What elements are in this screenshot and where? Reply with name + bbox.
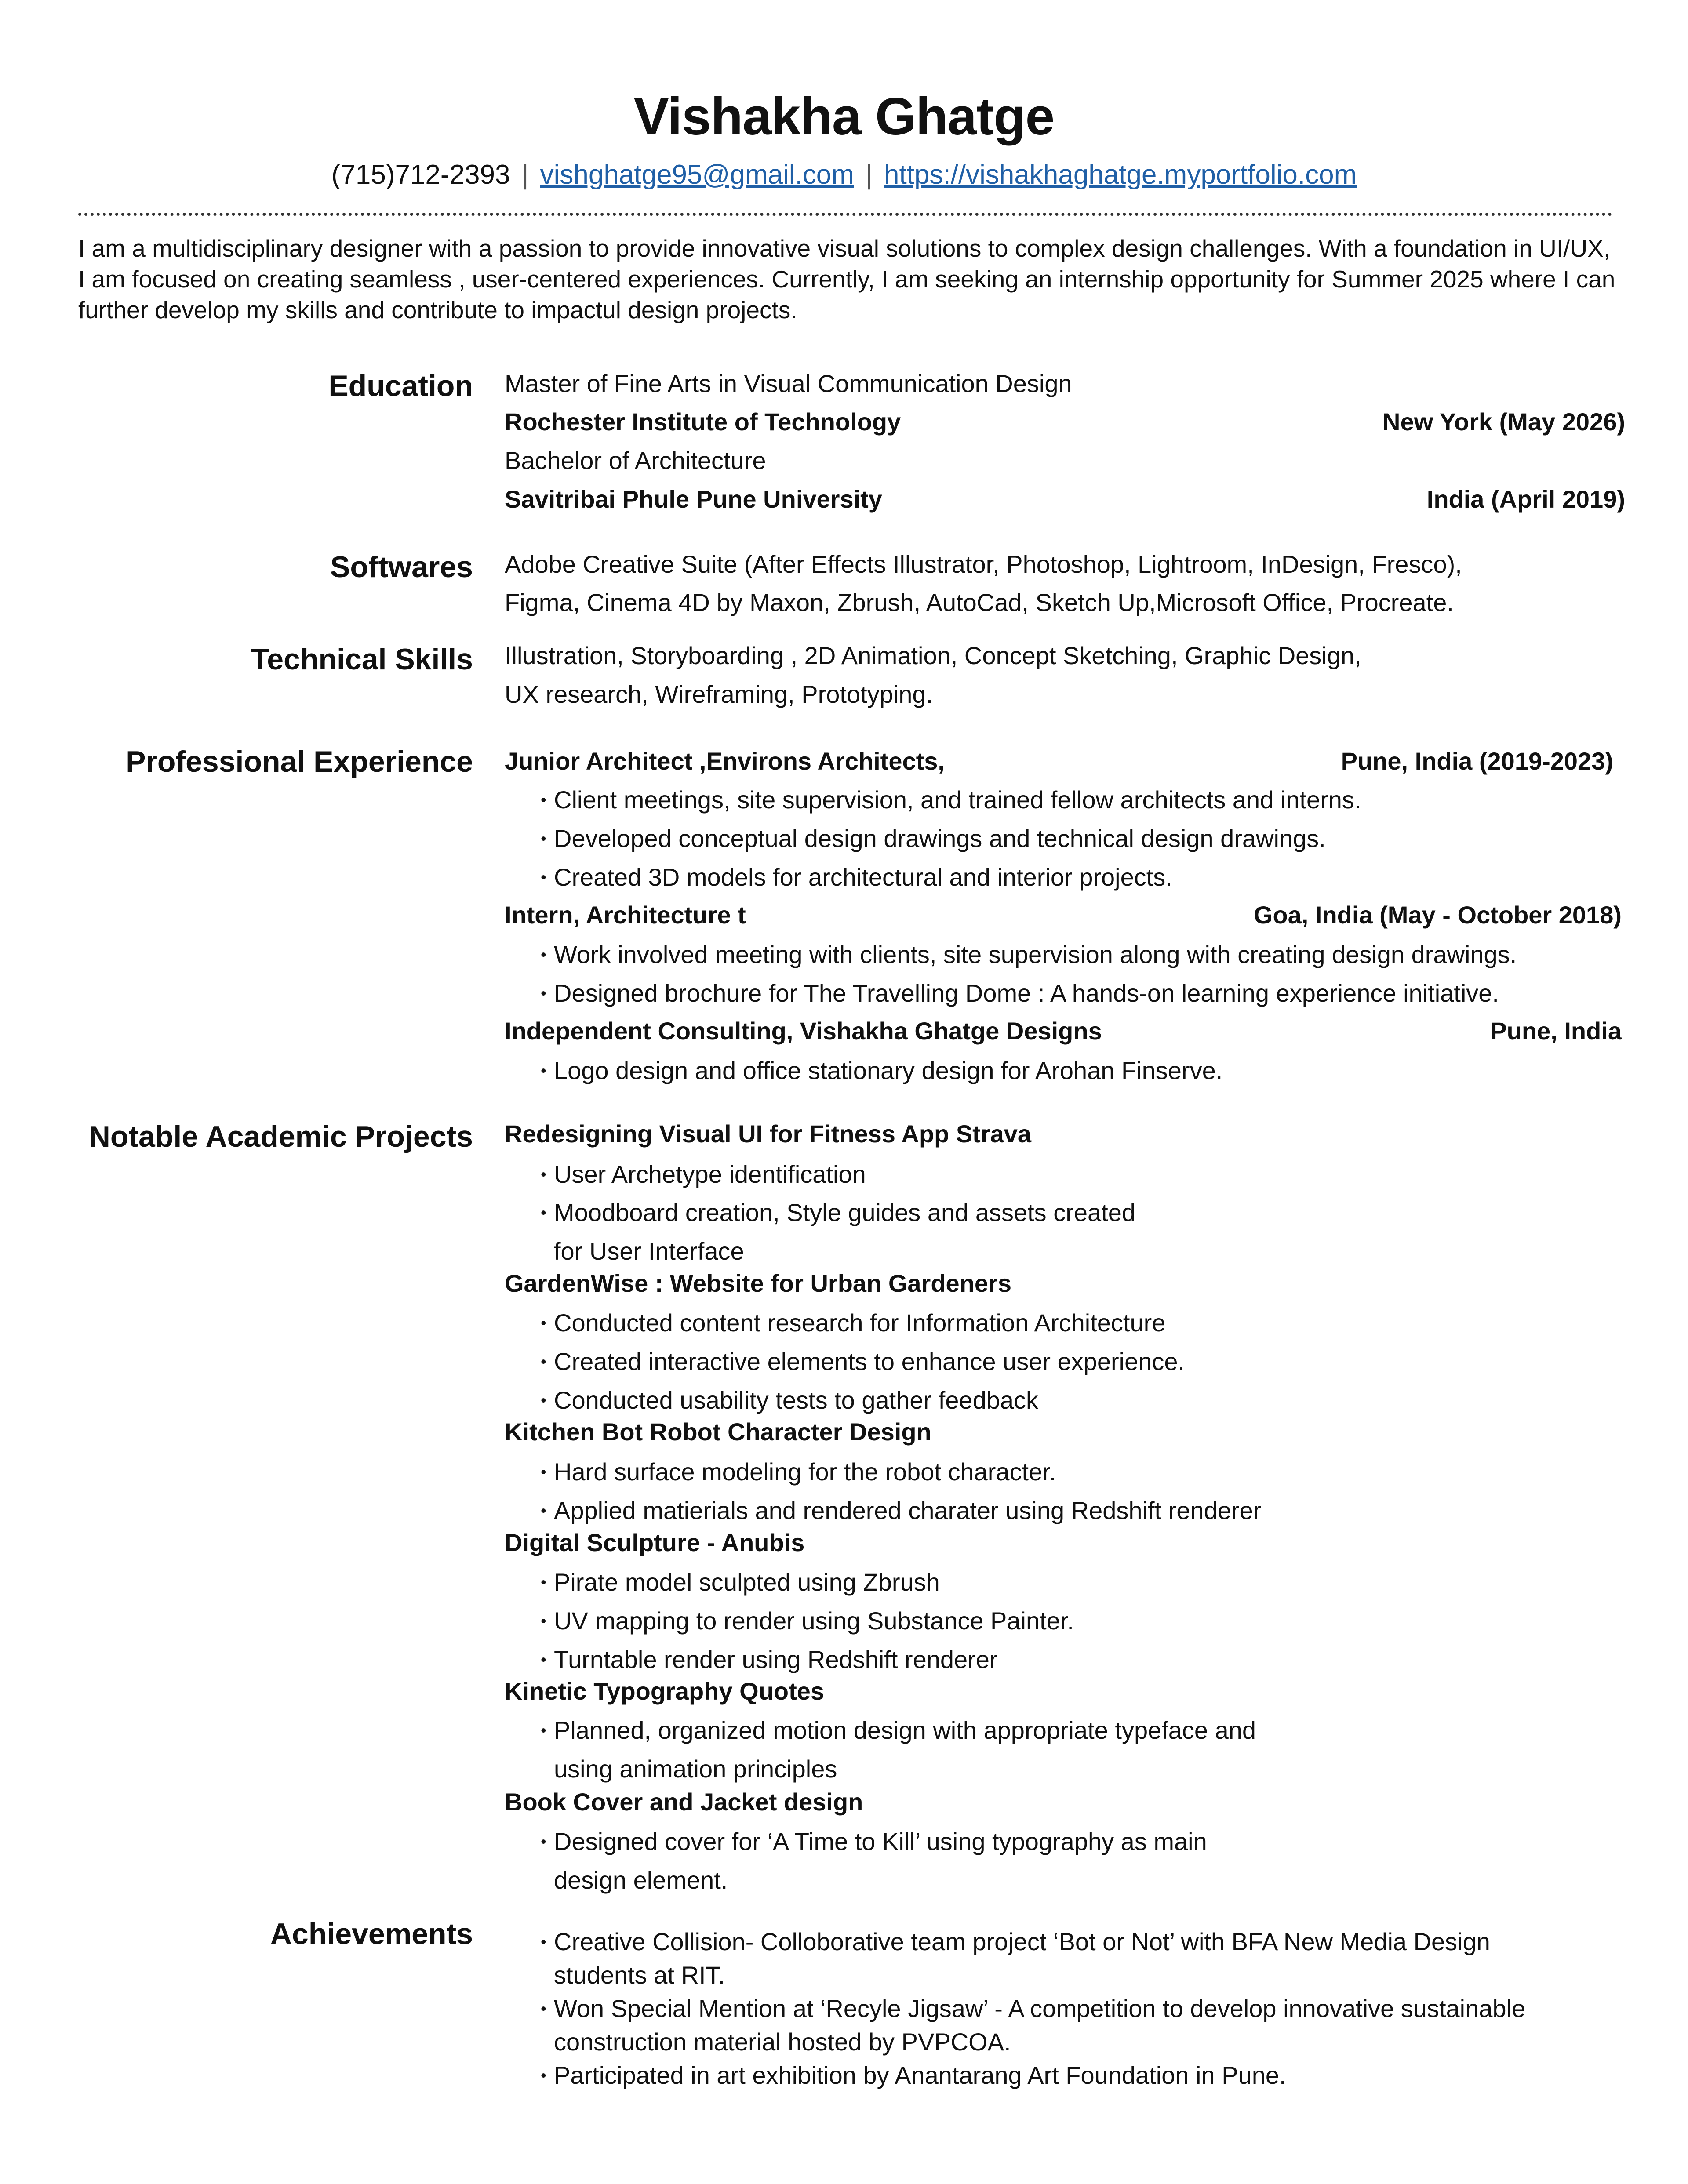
dotted-divider xyxy=(78,213,1612,216)
contact-line xyxy=(0,157,1688,193)
job-location: Pune, India xyxy=(1490,1017,1622,1045)
bullet-icon: • xyxy=(541,1061,546,1079)
education-location: New York (May 2026) xyxy=(1382,408,1625,436)
bullet-icon: • xyxy=(541,1352,546,1370)
bullet-icon: • xyxy=(541,1832,546,1850)
project-title: Digital Sculpture - Anubis xyxy=(505,1529,805,1556)
project-title: GardenWise : Website for Urban Gardeners xyxy=(505,1269,1011,1297)
job-location: Goa, India (May - October 2018) xyxy=(1253,901,1622,929)
bullet-icon: • xyxy=(541,1650,546,1668)
bullet-icon: • xyxy=(541,945,546,963)
project-title: Kitchen Bot Robot Character Design xyxy=(505,1418,931,1446)
email-link[interactable]: vishghatge95@gmail.com xyxy=(540,160,854,190)
softwares-heading: Softwares xyxy=(330,550,473,584)
bullet-icon: • xyxy=(541,1165,546,1183)
phone-number: (715)712-2393 xyxy=(331,160,510,190)
project-title: Kinetic Typography Quotes xyxy=(505,1677,825,1705)
candidate-name: Vishakha Ghatge xyxy=(633,87,1055,146)
contact-separator: | xyxy=(865,160,873,190)
softwares-line: Adobe Creative Suite (After Effects Illustrator, Photoshop, Lightroom, InDesign, Fresco), xyxy=(505,550,1462,578)
job-title: Intern, Architecture t xyxy=(505,901,746,929)
skills-heading: Technical Skills xyxy=(251,643,473,676)
summary-paragraph: I am a multidisciplinary designer with a passion to provide innovative visual solutions to complex design challenges. With a foundation in UI/UX, I am focused on creating seamless , user-centered experiences. Currently, I am seeking an internship opportunity for Summer 2025 where I can further develop my skills and contribute to impactul design projects. xyxy=(78,235,1615,323)
bullet-icon: • xyxy=(541,1933,546,1951)
projects-heading: Notable Academic Projects xyxy=(88,1120,473,1153)
bullet-icon: • xyxy=(541,829,546,847)
achievements-heading: Achievements xyxy=(270,1917,473,1951)
softwares-line: Figma, Cinema 4D by Maxon, Zbrush, AutoCad, Sketch Up,Microsoft Office, Procreate. xyxy=(505,589,1454,616)
bullet-icon: • xyxy=(541,1463,546,1481)
bullet-icon: • xyxy=(541,1721,546,1739)
bullet-icon: • xyxy=(541,1391,546,1409)
education-location: India (April 2019) xyxy=(1426,485,1625,513)
job-location: Pune, India (2019-2023) xyxy=(1341,747,1613,775)
bullet-icon: • xyxy=(541,868,546,886)
experience-heading: Professional Experience xyxy=(126,745,473,778)
education-degree: Bachelor of Architecture xyxy=(505,447,766,474)
project-title: Redesigning Visual UI for Fitness App Strava xyxy=(505,1120,1032,1148)
education-school: Savitribai Phule Pune University xyxy=(505,485,882,513)
resume-page: Vishakha Ghatge (715)712-2393 | vishghatge95@gmail.com | https://vishakhaghatge.myportfolio.com I am a multidisciplinary designer with a passion to provide innovative visual solutions to complex design challenges. With a foundation in UI/UX, I am focused on creating seamless , user-centered experiences. Currently, I am seeking an internship opportunity for Summer 2025 where I can further develop my skills and contribute to impactul design projects. Education Master of Fine Arts in Visual Communication Design Rochester Institute of Technology New York (May 2026) Bachelor of Architecture Savitribai Phule Pune University India (April 2019) Softwares Adobe Creative Suite (After Effects Illustrator, Photoshop, Lightroom, InDesign, Fresco), Figma, Cinema 4D by Maxon, Zbrush, AutoCad, Sketch Up,Microsoft Office, Procreate. Technical Skills Illustration, Storyboarding , 2D Animation, Concept Sketching, Graphic Design, UX research, Wireframing, Prototyping. Professional Experience Junior Architect ,Environs Architects, Pune, India (2019-2023) • Client meetings, site supervision, and trained fellow architects and interns. • Developed conceptual design drawings and technical design drawings. • Created 3D models for architectural and interior projects. Intern, Architecture t Goa, India (May - October 2018) • Work involved meeting with clients, site supervision along with creating design drawings. • Designed brochure for The Travelling Dome : A hands-on learning experience initiative. Independent Consulting, Vishakha Ghatge Designs Pune, India • Logo design and office stationary design for Arohan Finserve. Notable Academic Projects Redesigning Visual UI for Fitness App Strava • User Archetype identification • Moodboard creation, Style guides and assets created for User Interface GardenWise : Website for Urban Gardeners • Conducted content research for Information Architecture • Created interactive elements to enhance user experience. • Conducted usability tests to gather feedback Kitchen Bot Robot Character Design • Hard surface modeling for the robot character. • Applied matierials and rendered charater using Redshift renderer Digital Sculpture - Anubis • Pirate model sculpted using Zbrush • UV mapping to render using Substance Painter. • Turntable render using Redshift renderer Kinetic Typography Quotes • Planned, organized motion design with appropriate typeface and using animation principles Book Cover and Jacket design • Designed cover for ‘A Time to Kill’ using typography as main design element. Achievements • Creative Collision- Colloborative team project ‘Bot or Not’ with BFA New Media Design students at RIT. • Won Special Mention at ‘Recyle Jigsaw’ - A competition to develop innovative sustainable construction material hosted by PVPCOA. • Participated in art exhibition by Anantarang Art Foundation in Pune. xyxy=(0,0,1688,2184)
job-title: Junior Architect ,Environs Architects, xyxy=(505,747,945,775)
portfolio-link[interactable]: https://vishakhaghatge.myportfolio.com xyxy=(884,160,1357,190)
contact-separator: | xyxy=(521,160,529,190)
skills-line: UX research, Wireframing, Prototyping. xyxy=(505,680,933,708)
bullet-icon: • xyxy=(541,1612,546,1630)
bullet-icon: • xyxy=(541,1573,546,1591)
job-title: Independent Consulting, Vishakha Ghatge Designs xyxy=(505,1017,1102,1045)
bullet-icon: • xyxy=(541,984,546,1002)
bullet-icon: • xyxy=(541,1314,546,1332)
skills-line: Illustration, Storyboarding , 2D Animation, Concept Sketching, Graphic Design, xyxy=(505,642,1361,669)
bullet-icon: • xyxy=(541,1203,546,1221)
bullet-icon: • xyxy=(541,2066,546,2084)
bullet-icon: • xyxy=(541,1501,546,1519)
education-heading: Education xyxy=(328,369,473,403)
bullet-icon: • xyxy=(541,1999,546,2017)
project-title: Book Cover and Jacket design xyxy=(505,1788,863,1816)
bullet-icon: • xyxy=(541,791,546,809)
education-degree: Master of Fine Arts in Visual Communication Design xyxy=(505,370,1072,397)
education-school: Rochester Institute of Technology xyxy=(505,408,901,436)
